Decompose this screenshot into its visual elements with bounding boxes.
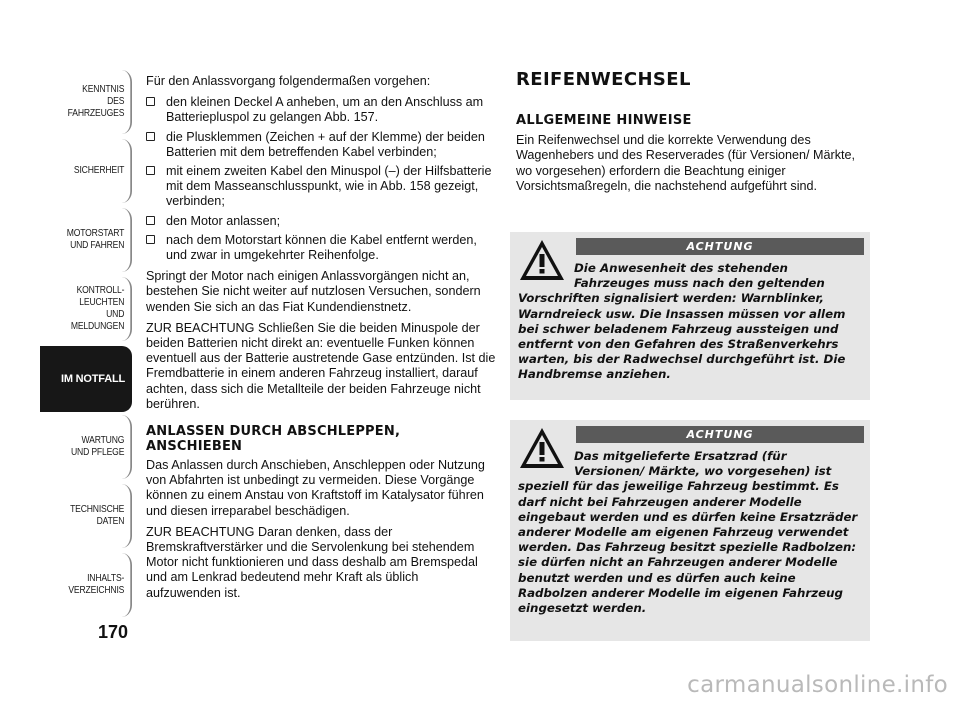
note-paragraph: ZUR BEACHTUNG Daran denken, dass der Bremskraftverstärker und die Servolenkung bei stehendem Motor nicht funktionieren und dass deshalb am Bremspedal und am Lenkrad bedeutend mehr Kraft als üblich aufzuwenden ist.	[146, 524, 478, 600]
tab-kontrollleuchten[interactable]	[53, 277, 132, 341]
list-item	[146, 164, 496, 210]
tab-inhaltsverzeichnis[interactable]	[53, 553, 132, 617]
tab-label: MOTORSTART UND FAHREN	[66, 228, 125, 251]
list-item-text: den kleinen Deckel A anheben, um an den Anschluss am Batteriepluspol zu gelangen Abb. 157.	[166, 95, 484, 125]
chapter-tabs	[40, 70, 132, 622]
left-text-column	[146, 74, 496, 607]
tab-label: TECHNISCHE DATEN	[70, 504, 125, 527]
list-item	[146, 95, 496, 125]
watermark: carmanualsonline.info	[687, 672, 948, 698]
tab-motorstart[interactable]	[53, 208, 132, 272]
tab-label: IM NOTFALL	[61, 373, 125, 385]
list-item	[146, 130, 496, 160]
warning-box	[510, 420, 870, 641]
checkbox-bullet-icon	[146, 216, 155, 225]
paragraph: Das Anlassen durch Anschieben, Anschleppen oder Nutzung von Abfahrten ist unbedingt zu vermeiden. Diese Vorgänge können zu einem Anstau von Kraftstoff im Katalysator führen und diesen irreparabel beschädigen.	[146, 458, 485, 518]
steps-list	[146, 95, 496, 263]
tab-label: INHALTS- VERZEICHNIS	[68, 573, 125, 596]
warning-lead-line: Die Anwesenheit des stehenden	[574, 261, 788, 275]
warning-body: Vorschriften signalisiert werden: Warnblinker, Warndreieck usw. Die Insassen müssen vor allem bei schwer beladenem Fahrzeug aussteigen und entfernt von den Gefahren des Straßenverkehrs warten, bis der Radwechsel durchgeführt ist. Die Handbremse anziehen.	[518, 291, 846, 382]
list-item	[146, 233, 496, 263]
list-item-text: den Motor anlassen;	[166, 213, 281, 228]
list-item-text: nach dem Motorstart können die Kabel entfernt werden, und zwar in umgekehrter Reihenfolge.	[166, 232, 477, 263]
warning-body: speziell für das jeweilige Fahrzeug bestimmt. Es darf nicht bei Fahrzeugen anderer Modelle eingebaut werden und es dürfen keine Ersatzräder anderer Modelle am eigenen Fahrzeug verwendet werden. Das Fahrzeug besitzt spezielle Radbolzen: sie dürfen nicht an Fahrzeugen anderer Modelle benutzt werden und es dürfen auch keine Radbolzen anderer Modelle im eigenen Fahrzeug eingesetzt werden.	[518, 479, 858, 616]
tab-label: KENNTNIS DES FAHRZEUGES	[67, 84, 125, 119]
note-paragraph: ZUR BEACHTUNG Schließen Sie die beiden Minuspole der beiden Batterien nicht direkt an: eventuelle Funken können eventuell aus der Batterie austretende Gase entzünden. Ist die Fremdbatterie in einem anderen Fahrzeug installiert, darauf achten, dass sich die Metallteile der beiden Fahrzeuge nicht berühren.	[146, 320, 496, 411]
checkbox-bullet-icon	[146, 235, 155, 244]
warning-label: ACHTUNG	[576, 426, 864, 443]
warning-triangle-icon	[518, 426, 566, 470]
warning-text	[518, 449, 864, 616]
tab-label: SICHERHEIT	[73, 165, 125, 176]
tab-label: WARTUNG UND PFLEGE	[71, 435, 125, 458]
checkbox-bullet-icon	[146, 132, 155, 141]
checkbox-bullet-icon	[146, 97, 155, 106]
paragraph: Springt der Motor nach einigen Anlassvorgängen nicht an, bestehen Sie nicht weiter auf nutzlosen Versuchen, sondern wenden Sie sich an das Fiat Kundendienstnetz.	[146, 269, 481, 314]
warning-box	[510, 232, 870, 400]
tab-wartung[interactable]	[53, 415, 132, 479]
checkbox-bullet-icon	[146, 166, 155, 175]
warning-lead-line: Versionen/ Märkte, wo vorgesehen) ist	[574, 464, 832, 479]
warning-text	[518, 261, 864, 383]
section-heading: ANLASSEN DURCH ABSCHLEPPEN, ANSCHIEBEN	[146, 424, 401, 455]
intro-paragraph: Ein Reifenwechsel und die korrekte Verwendung des Wagenhebers und des Reserverades (für Versionen/ Märkte, wo vorgesehen) erfordern die Beachtung einiger Vorsichtsmaßregeln, die nachstehend aufgeführt sind.	[516, 132, 856, 194]
tab-kenntnis[interactable]	[53, 70, 132, 134]
warning-lead-line: Das mitgelieferte Ersatzrad (für	[574, 449, 787, 463]
page-title: REIFENWECHSEL	[516, 69, 691, 90]
tab-sicherheit[interactable]	[53, 139, 132, 203]
warning-lead-line: Fahrzeuges muss nach den geltenden	[574, 276, 825, 291]
warning-triangle-icon	[518, 238, 566, 282]
list-item	[146, 214, 496, 229]
tab-im-notfall[interactable]	[40, 346, 132, 412]
page-number: 170	[98, 622, 129, 642]
list-item-text: die Plusklemmen (Zeichen + auf der Klemme) der beiden Batterien mit dem betreffenden Kabel verbinden;	[166, 129, 485, 159]
list-item-text: mit einem zweiten Kabel den Minuspol (–) der Hilfsbatterie mit dem Masseanschlusspunkt, wie in Abb. 158 gezeigt, verbinden;	[166, 164, 492, 209]
warning-label: ACHTUNG	[576, 238, 864, 255]
tab-label: KONTROLL- LEUCHTEN UND MELDUNGEN	[70, 285, 125, 332]
right-text-column	[516, 66, 872, 194]
intro-paragraph: Für den Anlassvorgang folgendermaßen vorgehen:	[146, 74, 431, 88]
section-heading: ALLGEMEINE HINWEISE	[516, 113, 692, 129]
tab-technische-daten[interactable]	[53, 484, 132, 548]
